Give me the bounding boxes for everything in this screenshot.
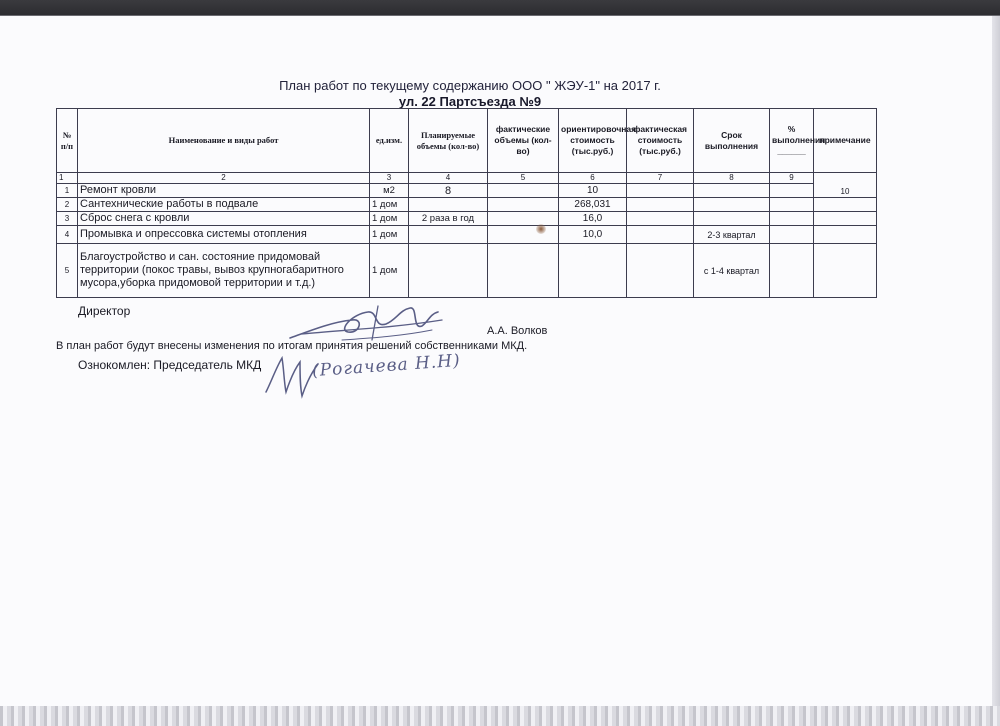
row-name: Сантехнические работы в подвале: [78, 198, 370, 212]
column-number: 8: [694, 173, 770, 184]
row-act-cost: [627, 244, 694, 298]
row-note: [814, 226, 877, 244]
header-name: Наименование и виды работ: [78, 109, 370, 173]
row-act-cost: [627, 212, 694, 226]
ink-stain: [536, 224, 546, 234]
row-name: Благоустройство и сан. состояние придомовай территории (покос травы, вывоз крупногабаритного мусора,уборка придомовой территории и т.д.): [78, 244, 370, 298]
row-note: [814, 244, 877, 298]
row-term: [694, 184, 770, 198]
row-num: 5: [57, 244, 78, 298]
header-term: Срок выполнения: [694, 109, 770, 173]
row-unit: м2: [370, 184, 409, 198]
column-number-row: [57, 173, 877, 184]
row-unit: 1 дом: [370, 198, 409, 212]
row-unit: 1 дом: [370, 244, 409, 298]
table-row: [57, 212, 877, 226]
director-name: А.А. Волков: [487, 325, 548, 337]
row-planned: [409, 244, 488, 298]
table-header-row: [57, 109, 877, 173]
director-label: Директор: [78, 304, 131, 318]
column-number: 9: [770, 173, 814, 184]
row-actual: [488, 198, 559, 212]
header-planned: Планируемые объемы (кол-во): [409, 109, 488, 173]
table-row: [57, 244, 877, 298]
header-note: примечание: [814, 109, 877, 173]
row-percent: [770, 198, 814, 212]
row-est-cost: 10,0: [559, 226, 627, 244]
column-number: 7: [627, 173, 694, 184]
row-est-cost: 16,0: [559, 212, 627, 226]
row-name: Ремонт кровли: [78, 184, 370, 198]
row-name: Сброс снега с кровли: [78, 212, 370, 226]
row-note: [814, 198, 877, 212]
acquaintance-line: Ознокомлен: Председатель МКД: [78, 358, 262, 372]
scan-bottom-edge: [0, 706, 1000, 726]
row-percent: [770, 212, 814, 226]
row-act-cost: [627, 226, 694, 244]
row-actual: [488, 212, 559, 226]
scan-right-edge: [992, 16, 1000, 706]
column-number: 2: [78, 173, 370, 184]
column-number: 10: [814, 173, 877, 198]
row-term: [694, 212, 770, 226]
chairman-handwritten-name: (Рогачева Н.Н): [311, 350, 462, 382]
header-est-cost: ориентировочная стоимость (тыс.руб.): [559, 109, 627, 173]
row-unit: 1 дом: [370, 212, 409, 226]
row-est-cost: 268,031: [559, 198, 627, 212]
row-term: [694, 198, 770, 212]
row-actual: [488, 226, 559, 244]
work-plan-table: [56, 108, 877, 298]
row-planned: [409, 226, 488, 244]
table-row: [57, 184, 877, 198]
row-note: [814, 212, 877, 226]
row-planned: 8: [409, 184, 488, 198]
table-row: [57, 226, 877, 244]
row-actual: [488, 244, 559, 298]
row-num: 2: [57, 198, 78, 212]
header-unit: ед.изм.: [370, 109, 409, 173]
changes-note: В план работ будут внесены изменения по итогам принятия решений собственниками МКД.: [56, 340, 528, 352]
row-num: 4: [57, 226, 78, 244]
row-percent: [770, 244, 814, 298]
row-planned: [409, 198, 488, 212]
row-percent: [770, 184, 814, 198]
header-percent: % выполнения ______: [770, 109, 814, 173]
row-actual: [488, 184, 559, 198]
header-actual: фактические объемы (кол-во): [488, 109, 559, 173]
row-act-cost: [627, 198, 694, 212]
row-name: Промывка и опрессовка системы отопления: [78, 226, 370, 244]
document-address: ул. 22 Партсъезда №9: [398, 94, 542, 109]
row-term: 2-3 квартал: [694, 226, 770, 244]
row-est-cost: 10: [559, 184, 627, 198]
row-percent: [770, 226, 814, 244]
row-unit: 1 дом: [370, 226, 409, 244]
row-est-cost: [559, 244, 627, 298]
column-number: 3: [370, 173, 409, 184]
column-number: 4: [409, 173, 488, 184]
column-number: 1: [57, 173, 78, 184]
row-planned: 2 раза в год: [409, 212, 488, 226]
document-title: План работ по текущему содержанию ООО " ЖЭУ-1" на 2017 г.: [279, 78, 661, 93]
column-number: 5: [488, 173, 559, 184]
column-number: 6: [559, 173, 627, 184]
header-act-cost: фактическая стоимость (тыс.руб.): [627, 109, 694, 173]
table-row: [57, 198, 877, 212]
row-num: 1: [57, 184, 78, 198]
row-term: с 1-4 квартал: [694, 244, 770, 298]
row-act-cost: [627, 184, 694, 198]
header-num: № п/п: [57, 109, 78, 173]
row-num: 3: [57, 212, 78, 226]
